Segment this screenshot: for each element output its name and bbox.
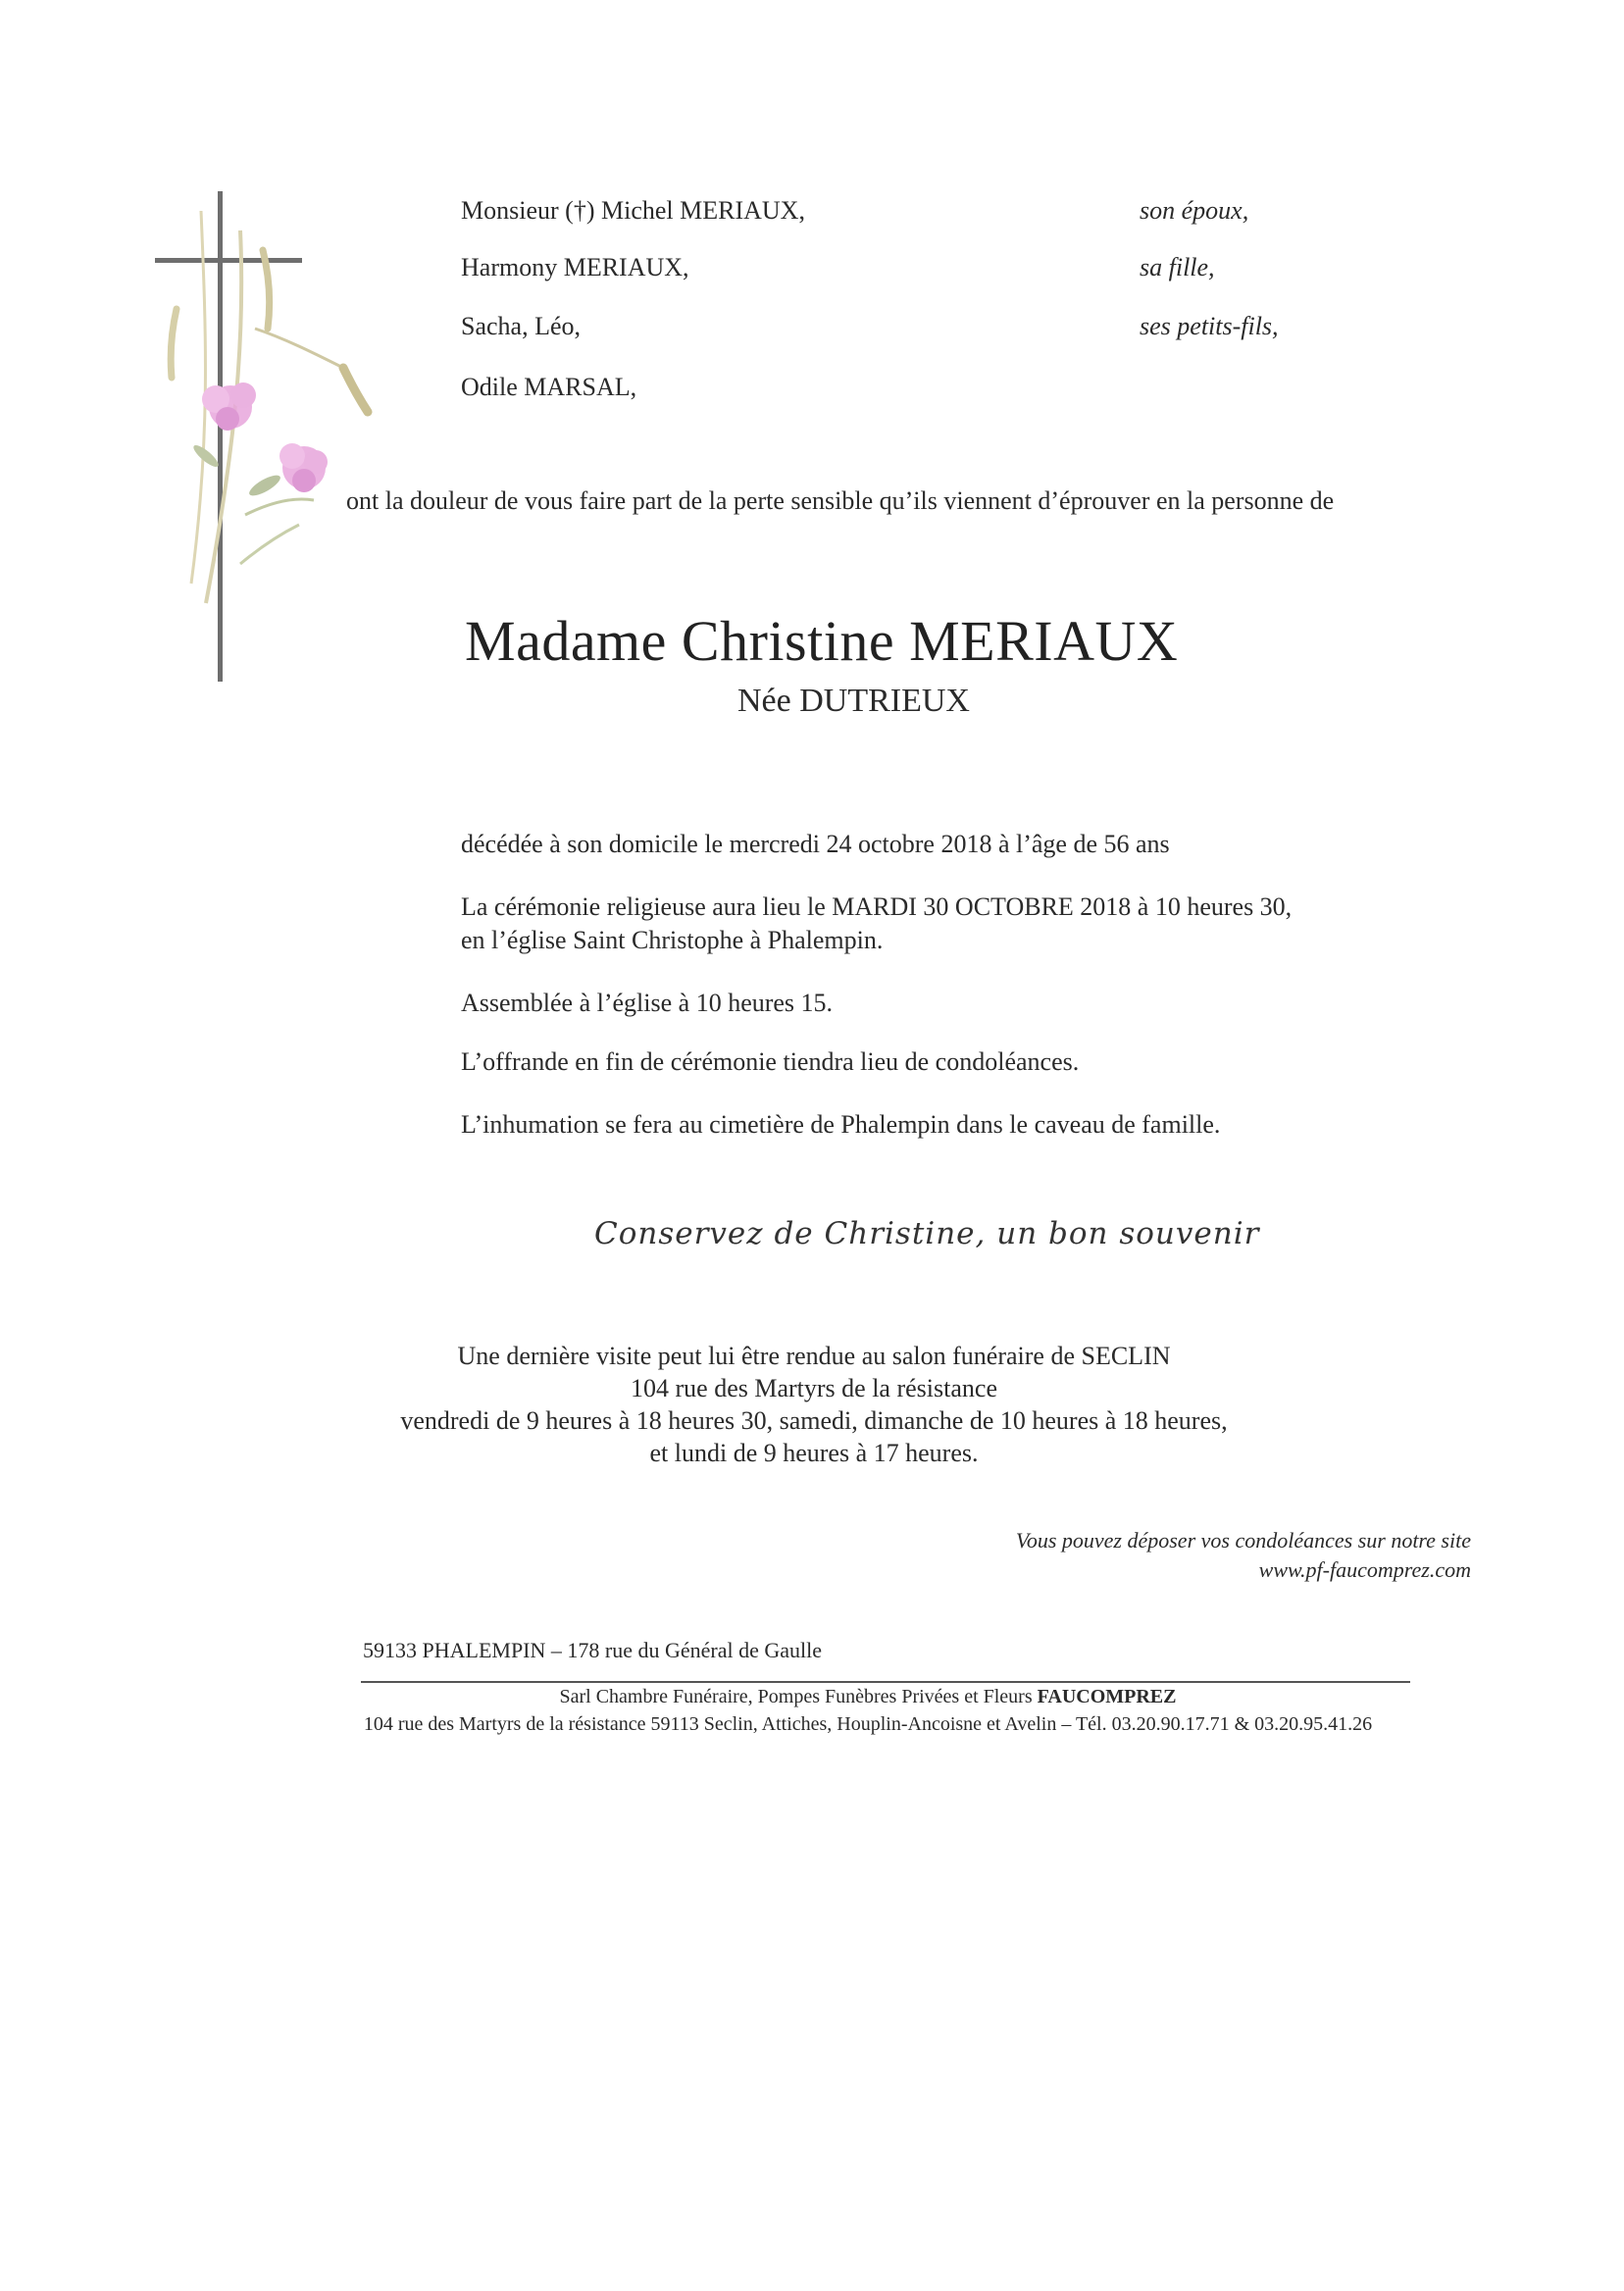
ceremony-line: La cérémonie religieuse aura lieu le MARDI 30 OCTOBRE 2018 à 10 heures 30,	[461, 892, 1293, 921]
ceremony-location: en l’église Saint Christophe à Phalempin.	[461, 926, 884, 954]
family-member-relation: sa fille,	[1140, 253, 1215, 281]
visit-info	[324, 1340, 1304, 1469]
announcement-intro: ont la douleur de vous faire part de la perte sensible qu’ils viennent d’éprouver en la personne de	[346, 486, 1335, 515]
funeral-home-footer	[294, 1683, 1442, 1738]
visit-line: vendredi de 9 heures à 18 heures 30, samedi, dimanche de 10 heures à 18 heures,	[400, 1406, 1228, 1435]
footer-company-line	[294, 1683, 1442, 1710]
memorial-script-line: Conservez de Christine, un bon souvenir	[594, 1216, 1260, 1251]
condolences-note	[1016, 1526, 1471, 1585]
offering-note: L’offrande en fin de cérémonie tiendra lieu de condoléances.	[461, 1047, 1080, 1076]
family-member-relation: son époux,	[1140, 196, 1249, 225]
burial-note: L’inhumation se fera au cimetière de Phalempin dans le caveau de famille.	[461, 1110, 1221, 1139]
condolences-website-link[interactable]: www.pf-faucomprez.com	[1258, 1557, 1471, 1582]
deceased-name: Madame Christine MERIAUX	[465, 609, 1179, 673]
branch-address: 59133 PHALEMPIN – 178 rue du Général de Gaulle	[363, 1638, 823, 1662]
family-member-name: Harmony MERIAUX,	[461, 253, 689, 281]
condolences-text: Vous pouvez déposer vos condoléances sur notre site	[1015, 1528, 1471, 1553]
family-member-name: Sacha, Léo,	[461, 312, 582, 340]
footer-company-name: FAUCOMPREZ	[1037, 1686, 1177, 1707]
cross-with-flowers-illustration	[147, 191, 431, 691]
pink-flower-icon	[202, 382, 256, 431]
visit-line: Une dernière visite peut lui être rendue au salon funéraire de SECLIN	[457, 1342, 1171, 1370]
footer-contact-line: 104 rue des Martyrs de la résistance 59113 Seclin, Attiches, Houplin-Ancoisne et Avelin – Tél. 03.20.90.17.71 & 03.20.95.41.26	[363, 1713, 1373, 1735]
assembly-time: Assemblée à l’église à 10 heures 15.	[461, 989, 834, 1017]
family-member-relation: ses petits-fils,	[1140, 312, 1279, 340]
visit-line: et lundi de 9 heures à 17 heures.	[649, 1439, 979, 1467]
visit-line: 104 rue des Martyrs de la résistance	[631, 1374, 997, 1402]
deceased-birth-name: Née DUTRIEUX	[737, 683, 970, 719]
family-member-name: Odile MARSAL,	[461, 373, 637, 401]
death-notice: décédée à son domicile le mercredi 24 octobre 2018 à l’âge de 56 ans	[461, 830, 1170, 858]
pink-flower-icon	[279, 443, 328, 492]
footer-company-prefix: Sarl Chambre Funéraire, Pompes Funèbres Privées et Fleurs	[559, 1686, 1033, 1707]
family-member-name: Monsieur (†) Michel MERIAUX,	[461, 196, 805, 225]
